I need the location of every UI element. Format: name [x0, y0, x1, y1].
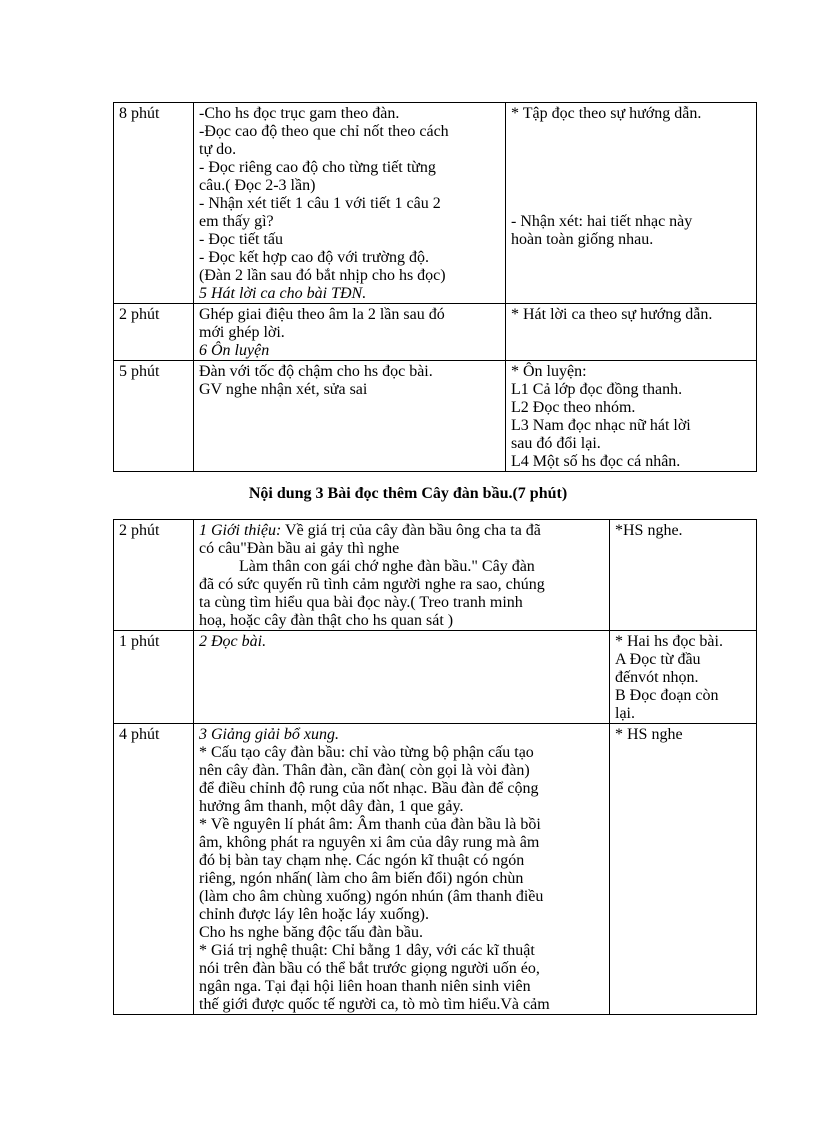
- teacher-cell: [194, 103, 506, 304]
- time-text: 1 phút: [119, 633, 160, 650]
- section-title: 5 Hát lời ca cho bài TĐN.: [199, 285, 367, 302]
- text-line: mới ghép lời.: [199, 324, 285, 341]
- student-cell: [506, 304, 757, 361]
- text-line: nên cây đàn. Thân đàn, cần đàn( còn gọi là vòi đàn): [199, 762, 530, 779]
- section-title: 2 Đọc bài.: [199, 633, 267, 650]
- lesson-table-2: [113, 519, 757, 1015]
- text-line: * Hai hs đọc bài.: [615, 633, 723, 650]
- text-line: riêng, ngón nhấn( làm cho âm biến đổi) ngón chùn: [199, 870, 524, 887]
- text-line: * Cấu tạo cây đàn bầu: chỉ vào từng bộ phận cấu tạo: [199, 744, 534, 761]
- text-line: *HS nghe.: [615, 522, 683, 539]
- text-line: (Đàn 2 lần sau đó bắt nhịp cho hs đọc): [199, 267, 446, 284]
- text-line: L2 Đọc theo nhóm.: [511, 399, 636, 416]
- text-line: A Đọc từ đầu: [615, 651, 701, 668]
- text-line: L4 Một số hs đọc cá nhân.: [511, 453, 681, 470]
- table-row: [114, 724, 757, 1015]
- teacher-cell: [194, 631, 610, 724]
- section-heading: Nội dung 3 Bài đọc thêm Cây đàn bầu.(7 phút): [248, 485, 568, 502]
- time-cell: [114, 631, 194, 724]
- text-line: em thấy gì?: [199, 213, 274, 230]
- text-line: âm, không phát ra nguyên xi âm của dây rung mà âm: [199, 834, 540, 851]
- text-line: ta cùng tìm hiểu qua bài đọc này.( Treo tranh minh: [199, 594, 523, 611]
- text-line: Ghép giai điệu theo âm la 2 lần sau đó: [199, 306, 445, 323]
- text-line: * Giá trị nghệ thuật: Chỉ bằng 1 dây, với các kĩ thuật: [199, 942, 535, 959]
- text-line: thế giới được quốc tế người ca, tò mò tìm hiểu.Và cảm: [199, 996, 550, 1013]
- section-title: 3 Giảng giải bổ xung.: [199, 726, 339, 743]
- teacher-cell: [194, 304, 506, 361]
- text-line: hưởng âm thanh, một dây đàn, 1 que gảy.: [199, 798, 464, 815]
- text-line: - Nhận xét: hai tiết nhạc này: [511, 213, 693, 230]
- text-line: L1 Cả lớp đọc đồng thanh.: [511, 381, 683, 398]
- table-row: [114, 631, 757, 724]
- student-cell: [610, 724, 757, 1015]
- text-line: tự do.: [199, 141, 237, 158]
- text-line: GV nghe nhận xét, sửa sai: [199, 381, 368, 398]
- time-cell: [114, 361, 194, 472]
- intro-text: Về giá trị của cây đàn bầu ông cha ta đã: [281, 522, 541, 539]
- text-line: * Về nguyên lí phát âm: Âm thanh của đàn bầu là bồi: [199, 816, 541, 833]
- text-line: lại.: [615, 705, 635, 722]
- time-text: 2 phút: [119, 522, 160, 539]
- text-line: nói trên đàn bầu có thể bắt trước giọng người uốn éo,: [199, 960, 540, 977]
- text-line: * HS nghe: [615, 726, 683, 743]
- text-line: * Ôn luyện:: [511, 363, 587, 380]
- text-line: đếnvót nhọn.: [615, 669, 699, 686]
- text-line: -Đọc cao độ theo que chỉ nốt theo cách: [199, 123, 449, 140]
- time-text: 5 phút: [119, 363, 160, 380]
- text-line: để điều chỉnh độ rung của nốt nhạc. Bầu đàn để cộng: [199, 780, 539, 797]
- time-cell: [114, 103, 194, 304]
- text-line: đã có sức quyến rũ tình cảm người nghe ra sao, chúng: [199, 576, 545, 593]
- student-cell: [506, 103, 757, 304]
- time-cell: [114, 724, 194, 1015]
- text-line: - Nhận xét tiết 1 câu 1 với tiết 1 câu 2: [199, 195, 441, 212]
- text-line: -Cho hs đọc trục gam theo đàn.: [199, 105, 400, 122]
- student-cell: [610, 520, 757, 631]
- time-text: 8 phút: [119, 105, 160, 122]
- time-text: 2 phút: [119, 306, 160, 323]
- text-line: * Hát lời ca theo sự hướng dẫn.: [511, 306, 713, 323]
- text-line: hoàn toàn giống nhau.: [511, 231, 654, 248]
- text-line: ngân nga. Tại đại hội liên hoan thanh niên sinh viên: [199, 978, 531, 995]
- text-line: Cho hs nghe băng độc tấu đàn bầu.: [199, 924, 423, 941]
- text-line: Làm thân con gái chớ nghe đàn bầu." Cây đàn: [199, 558, 535, 575]
- text-line: có câu"Đàn bầu ai gảy thì nghe: [199, 540, 400, 557]
- text-line: (làm cho âm chùng xuống) ngón nhún (âm thanh điều: [199, 888, 544, 905]
- text-line: sau đó đổi lại.: [511, 435, 601, 452]
- text-line: B Đọc đoạn còn: [615, 687, 719, 704]
- text-line: - Đọc riêng cao độ cho từng tiết từng: [199, 159, 436, 176]
- table-row: [114, 361, 757, 472]
- intro-label: 1 Giới thiệu:: [199, 522, 282, 539]
- text-line: chỉnh được láy lên hoặc láy xuống).: [199, 906, 429, 923]
- student-cell: [506, 361, 757, 472]
- student-cell: [610, 631, 757, 724]
- teacher-cell: [194, 520, 610, 631]
- text-line: Đàn với tốc độ chậm cho hs đọc bài.: [199, 363, 433, 380]
- table-row: [114, 520, 757, 631]
- time-text: 4 phút: [119, 726, 160, 743]
- text-line: - Đọc tiết tấu: [199, 231, 283, 248]
- table-row: [114, 103, 757, 304]
- text-line: câu.( Đọc 2-3 lần): [199, 177, 316, 194]
- text-line: L3 Nam đọc nhạc nữ hát lời: [511, 417, 691, 434]
- lesson-table-1: [113, 102, 757, 472]
- time-cell: [114, 304, 194, 361]
- text-line: * Tập đọc theo sự hướng dẫn.: [511, 105, 702, 122]
- time-cell: [114, 520, 194, 631]
- text-line: hoạ, hoặc cây đàn thật cho hs quan sát ): [199, 612, 454, 629]
- text-line: [199, 522, 604, 540]
- teacher-cell: [194, 724, 610, 1015]
- text-line: - Đọc kết hợp cao độ với trường độ.: [199, 249, 430, 266]
- section-title: 6 Ôn luyện: [199, 342, 270, 359]
- teacher-cell: [194, 361, 506, 472]
- table-row: [114, 304, 757, 361]
- text-line: đó bị bàn tay chạm nhẹ. Các ngón kĩ thuật có ngón: [199, 852, 525, 869]
